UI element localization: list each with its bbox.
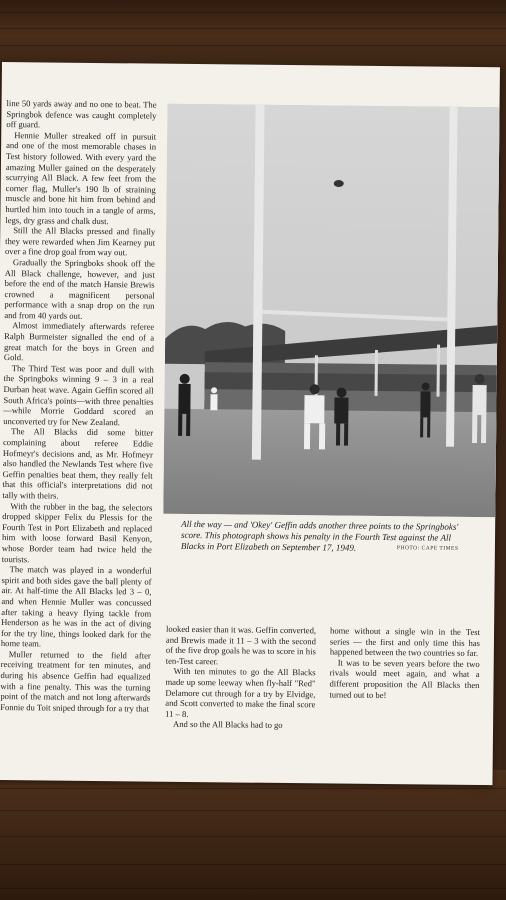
paragraph: Hennie Muller streaked off in pursuit and one of the most memorable chases in Test history followed. With every yard the amazing Muller gained on the desperately scurrying All Black. A few feet from the corner flag, Muller's 190 lb of straining muscle and bone hit him from behind and hurtled him into touch in a tangle of arms, legs, dry grass and chalk dust. xyxy=(5,129,157,226)
paragraph: With the rubber in the bag, the selectors dropped skipper Felix du Plessis for the Fourth Test in Port Elizabeth and replaced him with loose forward Basil Kenyon, whose Border team had twice held the tourists. xyxy=(1,500,153,564)
article-column-2 xyxy=(165,624,316,732)
match-photograph xyxy=(163,104,500,517)
paragraph: Gradually the Springboks shook off the All Black challenge, however, and just before the end of the match Hansie Brewis crowned a magnificent personal performance with a snap drop on the run and from 40 yards out. xyxy=(4,257,155,321)
photo-caption: All the way — and 'Okey' Geffin adds another three points to the Springboks' score. This photograph shows his penalty in the Fourth Test against the All Blacks in Port Elizabeth on September 17, 1949. xyxy=(180,518,459,553)
photo-credit: PHOTO: CAPE TIMES xyxy=(396,545,459,552)
wooden-table-top xyxy=(0,0,506,70)
paragraph: It was to be seven years before the two rivals would meet again, and what a different proposition the All Blacks then turned out to be! xyxy=(329,657,480,700)
magazine-page xyxy=(0,62,500,785)
paragraph: The match was played in a wonderful spirit and both sides gave the ball plenty of air. At half-time the All Blacks led 3 – 0, and when Hennie Muller was concussed after taking a heavy flying tackle from Henderson as he was in the act of diving for the try line, things looked dark for the home team. xyxy=(0,564,152,649)
paragraph: The Third Test was poor and dull with the Springboks winning 9 – 3 in a real Durban heat wave. Again Geffin scored all South Africa's points—with three penalties—while Morrie Goddard scored an unconverted try for New Zealand. xyxy=(3,362,154,428)
paragraph: line 50 yards away and no one to beat. The Springbok defence was caught completely off guard. xyxy=(6,98,157,130)
article-column-1 xyxy=(0,98,156,714)
paragraph: And so the All Blacks had to go xyxy=(173,719,283,731)
paragraph: Muller returned to the field after receiving treatment for ten minutes, and during his absence Geffin had equalized with a fine penalty. This was the turning point of the match and not long afterwards Fonnie du Toit sniped through for a try that xyxy=(0,648,151,714)
paragraph: The All Blacks did some bitter complaining about referee Eddie Hofmeyr's decisions and, as Mr. Hofmeyr also handled the Newlands Test where five Geffin penalties beat them, they really felt that this official's interpretations did not tally with theirs. xyxy=(2,426,154,501)
paragraph: Almost immediately afterwards referee Ralph Burmeister signalled the end of a great match for the boys in Green and Gold. xyxy=(3,320,155,363)
wooden-table-bottom xyxy=(0,770,506,900)
paragraph: Still the All Blacks pressed and finally they were rewarded when Jim Kearney put over a fine drop goal from way out. xyxy=(4,225,156,258)
rugby-photo-illustration xyxy=(163,104,500,517)
paragraph: looked easier than it was. Geffin converted, and Brewis made it 11 – 3 with the second of the five drop goals he was to score in his ten-Test career. xyxy=(165,623,317,667)
paragraph: home without a single win in the Test series — the first and only time this has happened between the two countries so far. xyxy=(329,625,481,659)
article-column-3 xyxy=(329,625,480,701)
paragraph: With ten minutes to go the All Blacks made up some leeway when fly-half "Red" Delamore cut through for a try by Elvidge, and Scott converted to make the final score 11 – 8. xyxy=(165,666,316,719)
